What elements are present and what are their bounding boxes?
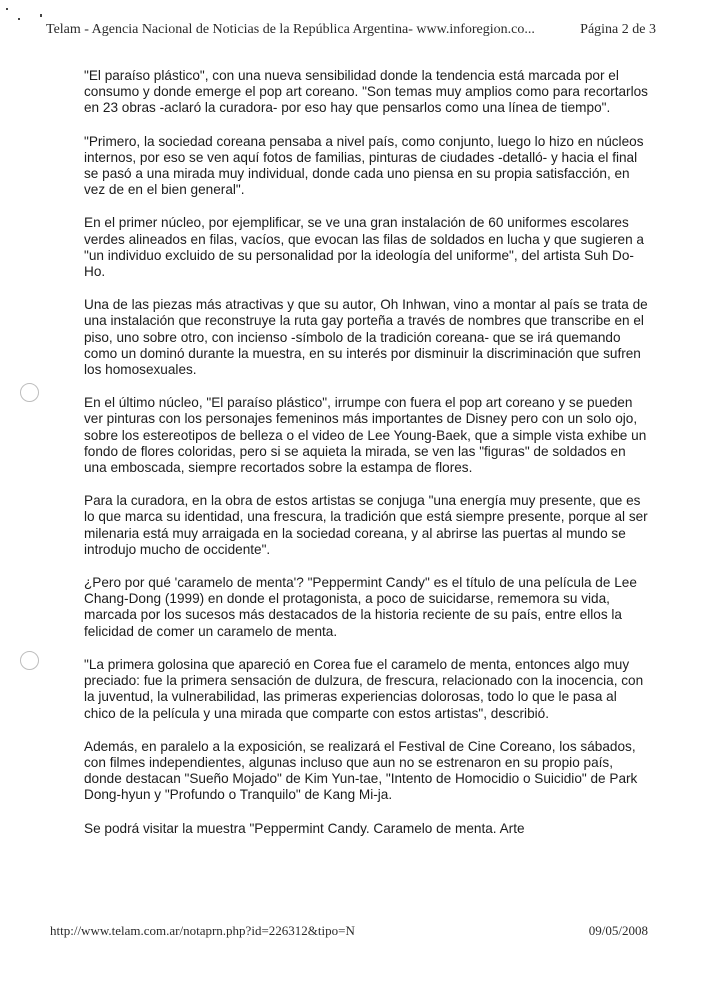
header-title: Telam - Agencia Nacional de Noticias de la República Argentina- www.inforegion.co... [46,22,535,37]
paragraph: Una de las piezas más atractivas y que su autor, Oh Inhwan, vino a montar al país se trata de una instalación que reconstruye la ruta gay porteña a través de nombres que transcribe en el piso, uno sobre otro, con incienso -símbolo de la tradición coreana- que se irá quemando como un dominó durante la muestra, en su interés por disminuir la discriminación que sufren los homosexuales. [84,297,648,378]
punch-hole-top [20,383,39,402]
paragraph: Además, en paralelo a la exposición, se realizará el Festival de Cine Coreano, los sábados, con filmes independientes, algunas incluso que aun no se estrenaron en su propio país, donde destacan "Sueño Mojado" de Kim Yun-tae, "Intento de Homocidio o Suicidio" de Park Dong-hyun y "Profundo o Tranquilo" de Kang Mi-ja. [84,738,638,803]
paragraph: Se podrá visitar la muestra "Peppermint Candy. Caramelo de menta. Arte [84,820,525,836]
paragraph: ¿Pero por qué 'caramelo de menta'? "Peppermint Candy" es el título de una película de Lee Chang-Dong (1999) en donde el protagonista, a poco de suicidarse, rememora su vida, marcada por los sucesos más destacados de la historia reciente de su país, entre ellos la felicidad de comer un caramelo de menta. [84,575,637,639]
paragraph: En el primer núcleo, por ejemplificar, se ve una gran instalación de 60 uniformes escolares verdes alineados en filas, vacíos, que evocan las filas de soldados en lucha y que sugieren a "un individuo excluido de su personalidad por la ideología del uniforme", del artista Suh Do-Ho. [84,215,644,280]
paragraph: "Primero, la sociedad coreana pensaba a nivel país, como conjunto, luego lo hizo en núcleos internos, por eso se ven aquí fotos de familias, pinturas de ciudades -detalló- y hacia el final se pasó a una mirada muy individual, donde cada uno piensa en su propia satisfacción, en vez de en el bien general". [84,133,644,198]
page-indicator: Página 2 de 3 [580,22,656,37]
paragraph: "La primera golosina que apareció en Corea fue el caramelo de menta, entonces algo muy preciado: fue la primera sensación de dulzura, de frescura, relacionado con la inocencia, con la juventud, la vulnerabilidad, las primeras experiencias dolorosas, todo lo que le pasa al chico de la película y una mirada que comparte con estos artistas", describió. [84,656,644,721]
article-body [84,68,650,854]
punch-hole-bottom [20,651,39,670]
footer-date: 09/05/2008 [588,923,648,938]
paragraph: En el último núcleo, "El paraíso plástico", irrumpe con fuera el pop art coreano y se pueden ver pinturas con los personajes femeninos más importantes de Disney pero con un solo ojo, sobre los estereotipos de belleza o el video de Lee Young-Baek, que a simple vista exhibe un fondo de flores coloridas, pero si se aquieta la mirada, se ven las "figuras" de soldados en una emboscada, siempre recortados sobre la estampa de flores. [84,395,647,476]
paragraph: "El paraíso plástico", con una nueva sensibilidad donde la tendencia está marcada por el consumo y donde emerge el pop art coreano. "Son temas muy amplios como para recortarlos en 23 obras -aclaró la curadora- por eso hay que pensarlos como una línea de tiempo". [84,68,648,116]
scan-speck [6,8,8,10]
paragraph: Para la curadora, en la obra de estos artistas se conjuga "una energía muy presente, que es lo que marca su identidad, una frescura, la tradición que está siempre presente, porque al ser milenaria está muy arraigada en la sociedad coreana, y al abrirse las puertas al mundo se introdujo mucho de occidente". [84,493,648,557]
footer-url: http://www.telam.com.ar/notaprn.php?id=226312&tipo=N [50,923,355,938]
scan-speck [18,18,20,20]
scan-speck [40,14,42,17]
